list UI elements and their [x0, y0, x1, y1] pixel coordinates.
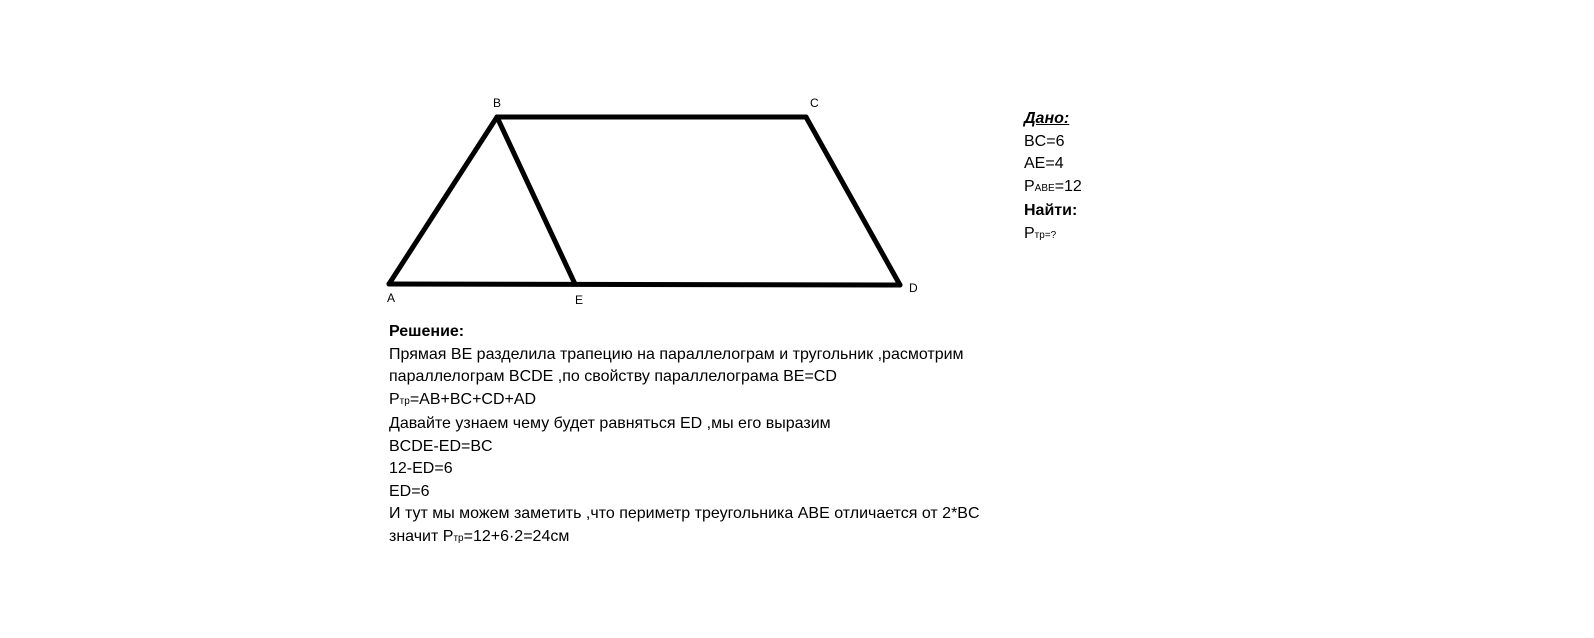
given-block: [1024, 108, 1082, 247]
given-perimeter-abe: [1024, 176, 1082, 201]
solution-line-3-letter: P: [389, 390, 400, 408]
solution-line-3-subscript: тр: [399, 395, 410, 407]
solution-line-5: BCDE-ED=BC: [389, 437, 493, 455]
vertex-label-b: B: [493, 96, 502, 110]
segment-cd: [806, 117, 900, 285]
given-heading: Дано:: [1024, 110, 1070, 127]
given-ae: AE=4: [1024, 155, 1064, 172]
given-bc: BC=6: [1024, 132, 1065, 150]
vertex-label-e: E: [575, 293, 584, 307]
given-p-letter: P: [1024, 177, 1035, 195]
find-p-letter: P: [1024, 224, 1035, 242]
segment-ad: [389, 284, 900, 285]
solution-line-7: ED=6: [389, 482, 430, 500]
solution-line-6: 12-ED=6: [389, 460, 453, 477]
solution-line-3-rest: =AB+BC+CD+AD: [409, 390, 537, 408]
solution-line-9: [389, 526, 980, 551]
segment-ab: [389, 117, 497, 284]
given-p-value: =12: [1054, 177, 1082, 195]
solution-block: [389, 321, 980, 550]
find-p-subscript: тр=?: [1034, 229, 1057, 241]
vertex-label-c: C: [810, 96, 819, 110]
solution-line-9-rest: =12+6·2=24см: [463, 527, 570, 545]
segment-be: [497, 117, 575, 284]
vertex-label-a: A: [387, 291, 396, 305]
solution-line-4: Давайте узнаем чему будет равняться ED ,мы его выразим: [389, 415, 831, 432]
find-heading: Найти:: [1024, 202, 1078, 219]
solution-line-1: Прямая BE разделила трапецию на параллелограм и тругольник ,расмотрим: [389, 345, 964, 363]
solution-heading: Решение:: [389, 323, 465, 340]
find-perimeter: [1024, 223, 1082, 248]
solution-line-8: И тут мы можем заметить ,что периметр треугольника ABE отличается от 2*BC: [389, 505, 980, 522]
solution-line-2: параллелограм BCDE ,по свойству параллелограма BE=CD: [389, 368, 837, 385]
solution-line-9-prefix: значит P: [389, 527, 454, 545]
given-p-subscript: ABE: [1034, 182, 1055, 194]
solution-line-3: [389, 389, 980, 414]
solution-line-9-subscript: тр: [453, 532, 464, 544]
vertex-label-d: D: [909, 281, 918, 295]
